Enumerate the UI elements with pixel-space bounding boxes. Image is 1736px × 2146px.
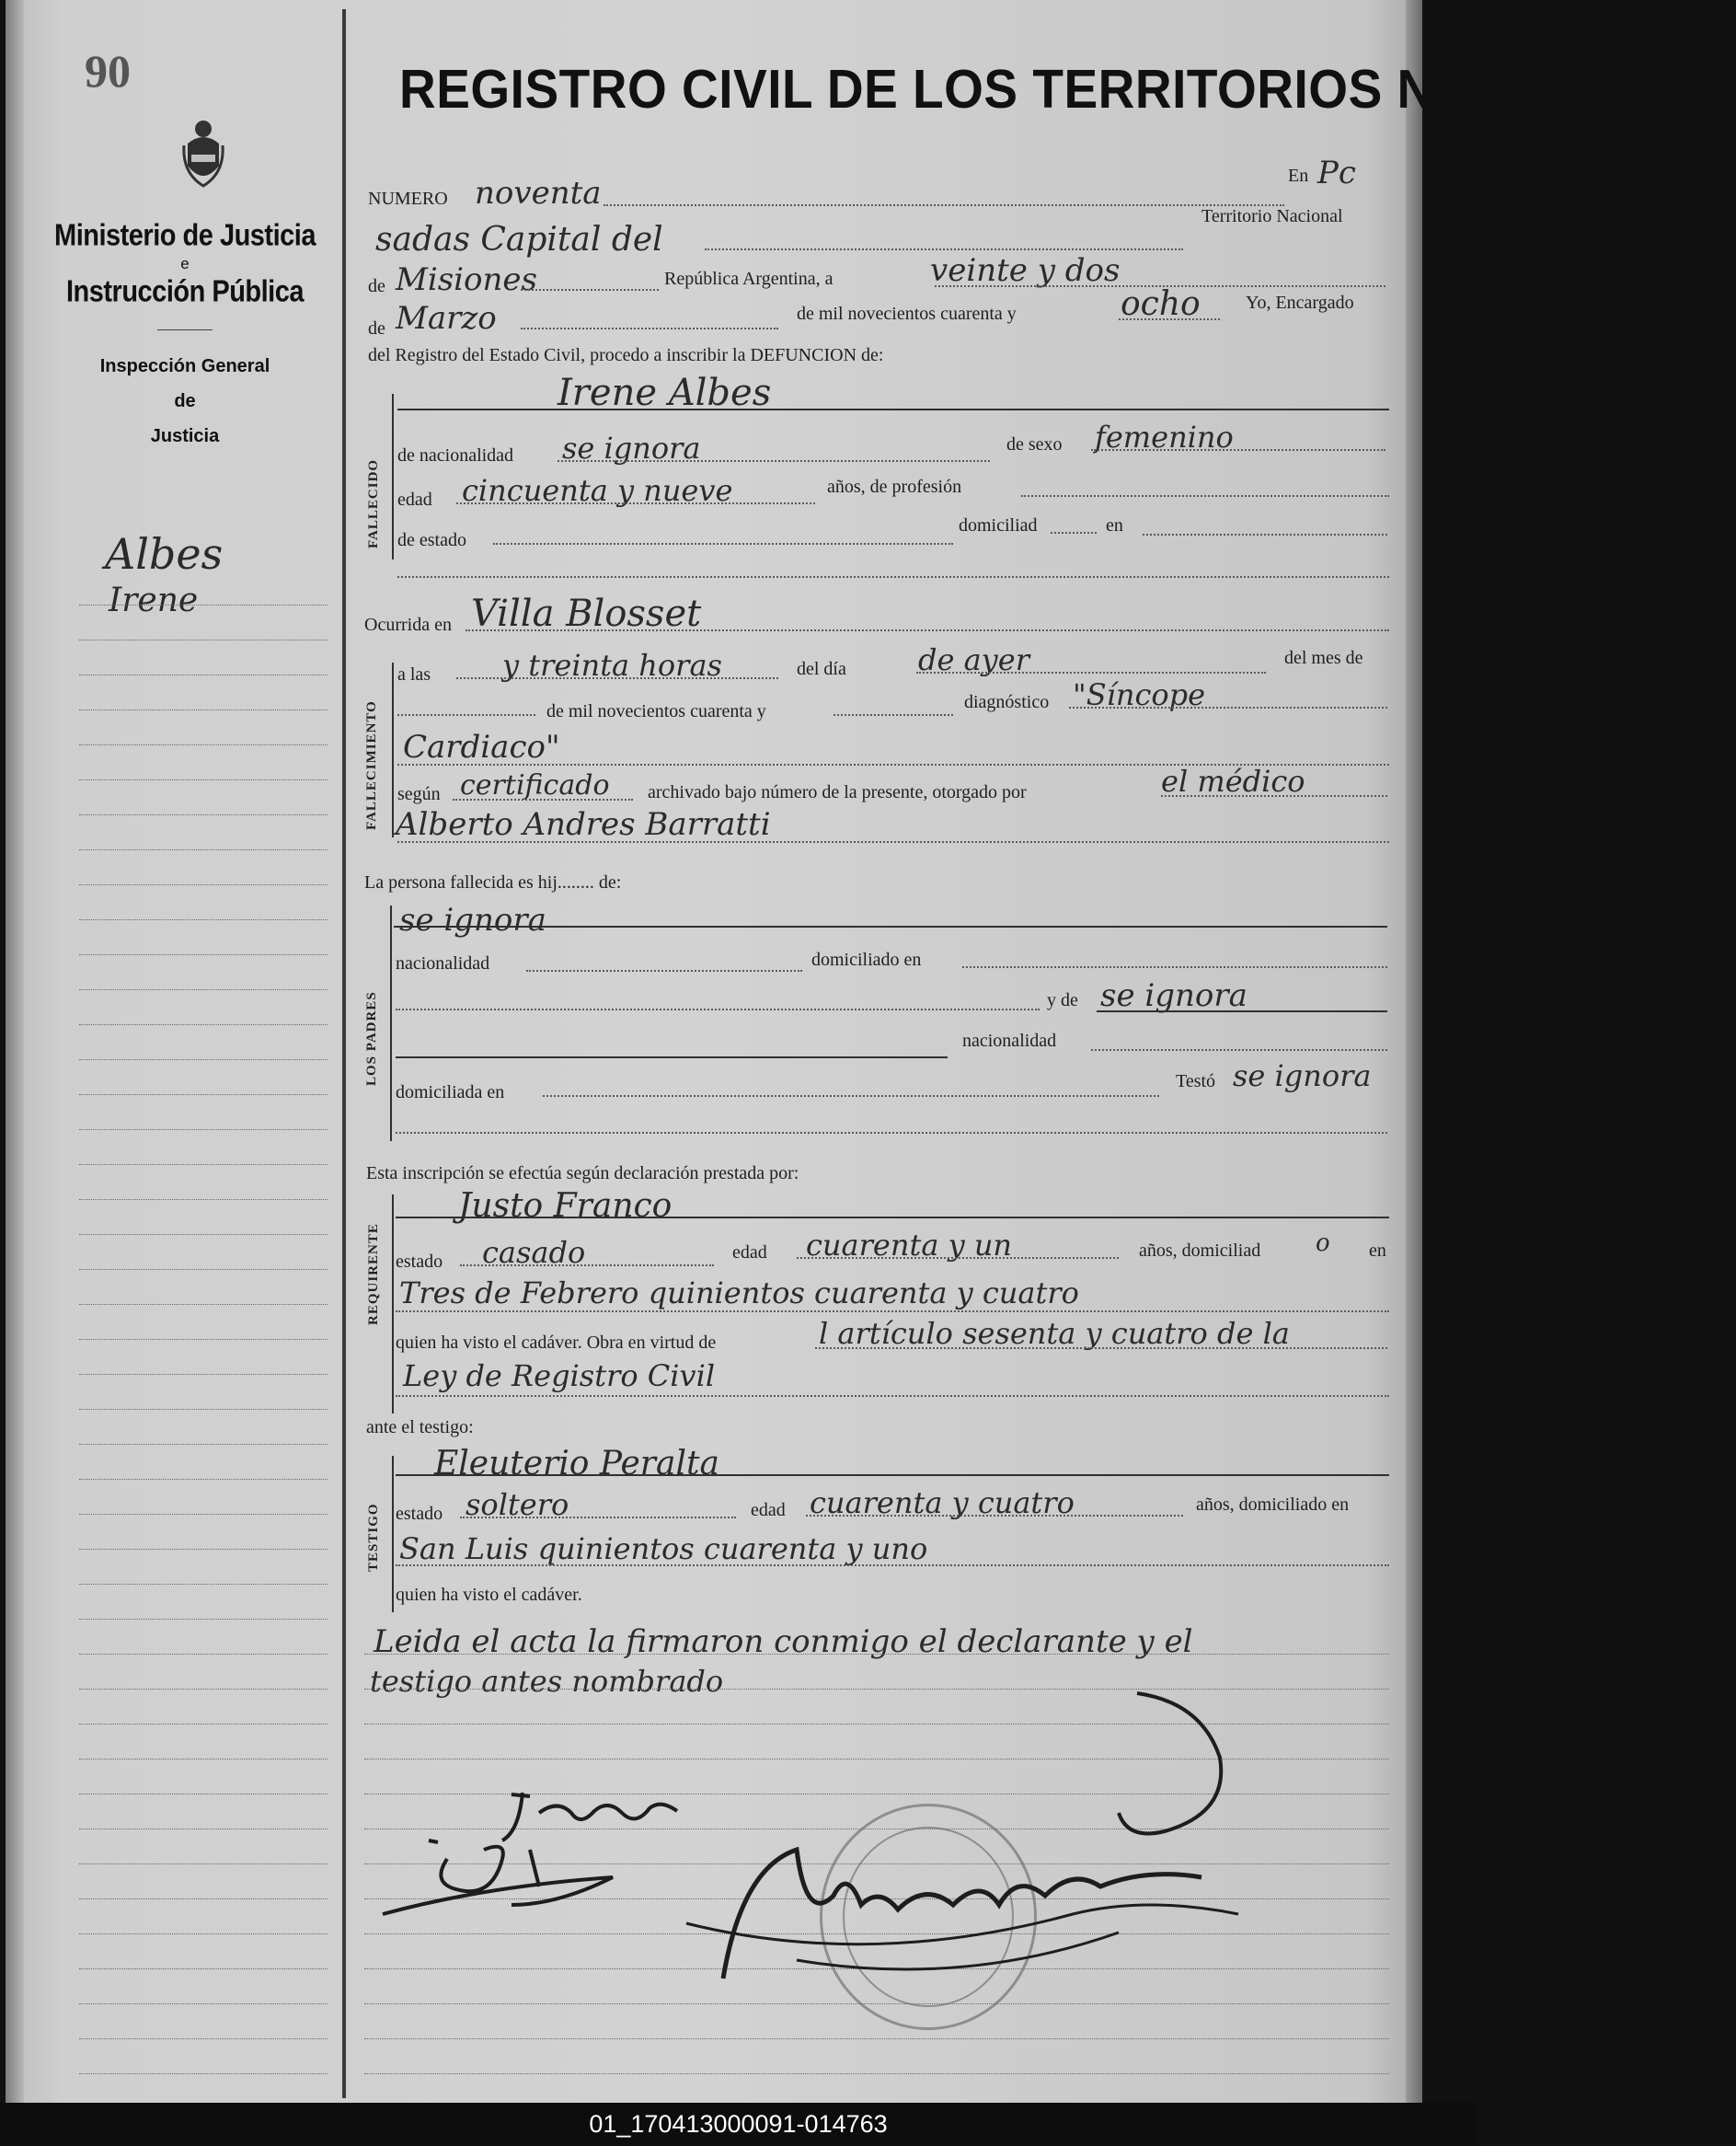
visto-label: quien ha visto el cadáver. Obra en virtud de bbox=[396, 1333, 717, 1353]
diagnostico-value: "Síncope bbox=[1073, 677, 1206, 712]
section-fallecimiento: FALLECIMIENTO bbox=[364, 700, 379, 830]
month-value: Marzo bbox=[396, 300, 497, 337]
ante-label: ante el testigo: bbox=[366, 1417, 474, 1437]
profesion-label: años, de profesión bbox=[827, 477, 962, 497]
intro-line: del Registro del Estado Civil, procedo a inscribir la DEFUNCION de: bbox=[368, 345, 884, 365]
estado3-dots bbox=[460, 1517, 736, 1518]
sexo-dots bbox=[1091, 449, 1385, 451]
sheet-number: 90 bbox=[85, 45, 131, 97]
closing-line1: Leida el acta la firmaron conmigo el declarante y el bbox=[374, 1623, 1193, 1660]
estado3-value: soltero bbox=[466, 1487, 569, 1522]
mes-label: del mes de bbox=[1284, 648, 1363, 668]
declaracion-line: Esta inscripción se efectúa según declaración prestada por: bbox=[366, 1163, 799, 1183]
fallecimiento-bracket bbox=[392, 663, 394, 837]
book-binding bbox=[6, 0, 24, 2103]
domicilio2-dots bbox=[396, 1310, 1389, 1312]
place-dots bbox=[705, 248, 1183, 250]
ministry-and: e bbox=[180, 255, 190, 272]
segun-dots bbox=[453, 799, 633, 801]
virtud-dots bbox=[815, 1347, 1387, 1349]
mes-dots bbox=[397, 714, 535, 716]
year-value: ocho bbox=[1121, 285, 1201, 323]
padre-extra-dots bbox=[396, 1009, 1040, 1010]
domicilio3-label: años, domiciliado en bbox=[1196, 1494, 1350, 1515]
domicilio3-dots bbox=[396, 1564, 1389, 1566]
segun-label: según bbox=[397, 784, 441, 804]
place-value: sadas Capital del bbox=[375, 221, 663, 259]
edad3-value: cuarenta y cuatro bbox=[810, 1485, 1075, 1520]
numero-value: noventa bbox=[475, 175, 602, 212]
estado2-label: estado bbox=[396, 1252, 443, 1272]
hijo-line: La persona fallecida es hij........ de: bbox=[364, 872, 622, 893]
edad-value: cincuenta y nueve bbox=[462, 473, 733, 508]
encargado-label: Yo, Encargado bbox=[1246, 293, 1354, 313]
territory-value: Misiones bbox=[396, 261, 537, 298]
edad-dots bbox=[456, 502, 815, 504]
madre-extra-line bbox=[396, 1056, 948, 1058]
requirente-name: Justo Franco bbox=[458, 1187, 673, 1225]
month-dots bbox=[521, 328, 778, 329]
republica-label: República Argentina, a bbox=[664, 269, 834, 289]
nacionalidad2-dots bbox=[526, 970, 802, 972]
day-value: veinte y dos bbox=[930, 252, 1121, 289]
column-divider bbox=[342, 9, 346, 2098]
argentine-coat-of-arms-icon bbox=[182, 118, 224, 188]
domiciliad-dots bbox=[1051, 532, 1097, 534]
hora-value: y treinta horas bbox=[502, 648, 722, 683]
domicilio2-label: años, domiciliad bbox=[1139, 1240, 1261, 1261]
numero-dots bbox=[604, 204, 1284, 206]
de-label: de bbox=[368, 276, 385, 296]
territorio-label: Territorio Nacional bbox=[1201, 206, 1343, 226]
madre-value: se ignora bbox=[1100, 977, 1247, 1014]
testigo-bracket bbox=[392, 1456, 394, 1612]
dia-value: de ayer bbox=[918, 642, 1029, 677]
domiciliado-dots bbox=[962, 966, 1387, 968]
sexo-label: de sexo bbox=[1006, 434, 1063, 455]
de2-label: de bbox=[368, 318, 385, 339]
anio-dots bbox=[834, 714, 953, 716]
padre-line bbox=[394, 926, 1387, 928]
estado3-label: estado bbox=[396, 1504, 443, 1524]
madre-line bbox=[1097, 1010, 1387, 1012]
edad2-value: cuarenta y un bbox=[806, 1228, 1013, 1263]
fallecido-extra-dots bbox=[397, 576, 1389, 578]
medico-value: Alberto Andres Barratti bbox=[396, 806, 771, 843]
nacionalidad-value: se ignora bbox=[562, 431, 701, 466]
domiciliad-label: domiciliad bbox=[959, 515, 1038, 536]
ministry-rule bbox=[157, 329, 213, 330]
en-label: En bbox=[1288, 166, 1309, 186]
nacionalidad-dots bbox=[558, 460, 990, 462]
ministry-line1: Ministerio de Justicia bbox=[54, 218, 316, 253]
alas-label: a las bbox=[397, 664, 431, 685]
nacionalidad3-dots bbox=[1091, 1049, 1387, 1051]
diagnostico-dots bbox=[1069, 707, 1387, 709]
domicilio-dots bbox=[1143, 534, 1387, 536]
en2-label: en bbox=[1106, 515, 1123, 536]
domiciliada-dots bbox=[543, 1095, 1159, 1097]
domicilio2-suffix: o bbox=[1316, 1229, 1330, 1257]
diagnostico-label: diagnóstico bbox=[964, 692, 1050, 712]
ley-dots bbox=[396, 1395, 1389, 1397]
diagnostico-value2: Cardiaco" bbox=[403, 729, 560, 766]
testigo-name: Eleuterio Peralta bbox=[434, 1445, 719, 1483]
registrar-signature bbox=[686, 1684, 1257, 2015]
estado2-value: casado bbox=[482, 1235, 586, 1270]
otorgado-dots bbox=[1161, 795, 1387, 797]
year-dots bbox=[1119, 318, 1220, 320]
inspection-line3: Justicia bbox=[150, 426, 220, 446]
testigo-line bbox=[396, 1474, 1389, 1476]
margin-surname: Albes bbox=[105, 529, 224, 579]
section-requirente: REQUIRENTE bbox=[366, 1223, 381, 1325]
edad3-label: edad bbox=[751, 1500, 786, 1520]
edad3-dots bbox=[806, 1515, 1183, 1517]
form-title: REGISTRO CIVIL DE LOS TERRITORIOS NACIONALES bbox=[399, 58, 1736, 121]
fallecido-bracket bbox=[392, 394, 394, 560]
otorgado-value: el médico bbox=[1161, 764, 1305, 799]
ocurrida-dots bbox=[466, 629, 1389, 631]
inspection-line2: de bbox=[174, 391, 196, 411]
ley-value: Ley de Registro Civil bbox=[403, 1358, 716, 1393]
ocurrida-label: Ocurrida en bbox=[364, 615, 452, 635]
ministry-line2: Instrucción Pública bbox=[66, 274, 304, 309]
padres-bracket bbox=[390, 906, 392, 1141]
nacionalidad2-label: nacionalidad bbox=[396, 953, 490, 974]
sexo-value: femenino bbox=[1095, 420, 1234, 455]
testo-label: Testó bbox=[1176, 1071, 1216, 1091]
medico-dots bbox=[397, 841, 1389, 843]
ministry-heading bbox=[42, 218, 328, 454]
segun-value: certificado bbox=[460, 769, 610, 802]
page-edge bbox=[1406, 0, 1422, 2103]
dia-dots bbox=[916, 672, 1266, 674]
ocurrida-value: Villa Blosset bbox=[471, 593, 702, 635]
inspection-line1: Inspección General bbox=[99, 356, 270, 376]
image-id-footer: 01_170413000091-014763 bbox=[0, 2103, 1477, 2146]
domiciliado-label: domiciliado en bbox=[811, 950, 922, 970]
edad2-label: edad bbox=[732, 1242, 767, 1263]
en3-label: en bbox=[1369, 1240, 1386, 1261]
requirente-bracket bbox=[392, 1194, 394, 1413]
deceased-name: Irene Albes bbox=[558, 372, 772, 414]
padres-extra-dots bbox=[396, 1132, 1387, 1134]
nacionalidad-label: de nacionalidad bbox=[397, 445, 514, 466]
nacionalidad3-label: nacionalidad bbox=[962, 1031, 1057, 1051]
domiciliada-label: domiciliada en bbox=[396, 1082, 505, 1102]
deceased-name-line bbox=[397, 409, 1389, 410]
dia-label: del día bbox=[797, 659, 846, 679]
virtud-value: l artículo sesenta y cuatro de la bbox=[819, 1316, 1290, 1351]
yde-label: y de bbox=[1047, 990, 1078, 1010]
margin-given-name: Irene bbox=[109, 582, 199, 619]
section-fallecido: FALLECIDO bbox=[366, 458, 381, 548]
register-page bbox=[6, 0, 1736, 2103]
territory-dots bbox=[521, 289, 659, 291]
estado2-dots bbox=[460, 1264, 714, 1266]
profesion-dots bbox=[1021, 495, 1389, 497]
numero-label: NUMERO bbox=[368, 189, 448, 209]
section-padres: LOS PADRES bbox=[364, 991, 379, 1086]
testo-value: se ignora bbox=[1233, 1058, 1372, 1093]
requirente-line bbox=[396, 1217, 1389, 1218]
hora-dots bbox=[456, 677, 778, 679]
year-label: de mil novecientos cuarenta y bbox=[797, 304, 1017, 324]
en-value: Pc bbox=[1317, 155, 1356, 191]
archivado-label: archivado bajo número de la presente, otorgado por bbox=[648, 782, 1027, 802]
estado-label: de estado bbox=[397, 530, 466, 550]
estado-dots bbox=[493, 543, 953, 545]
visto2-label: quien ha visto el cadáver. bbox=[396, 1585, 582, 1605]
padre-value: se ignora bbox=[399, 902, 546, 939]
edad2-dots bbox=[797, 1257, 1119, 1259]
domicilio3-value: San Luis quinientos cuarenta y uno bbox=[399, 1531, 928, 1566]
edad-label: edad bbox=[397, 490, 432, 510]
section-testigo: TESTIGO bbox=[366, 1503, 381, 1572]
anio-label: de mil novecientos cuarenta y bbox=[546, 701, 766, 721]
margin-ruled-lines bbox=[79, 571, 328, 2144]
domicilio2-value: Tres de Febrero quinientos cuarenta y cuatro bbox=[399, 1275, 1079, 1310]
closing-line2: testigo antes nombrado bbox=[370, 1664, 724, 1699]
